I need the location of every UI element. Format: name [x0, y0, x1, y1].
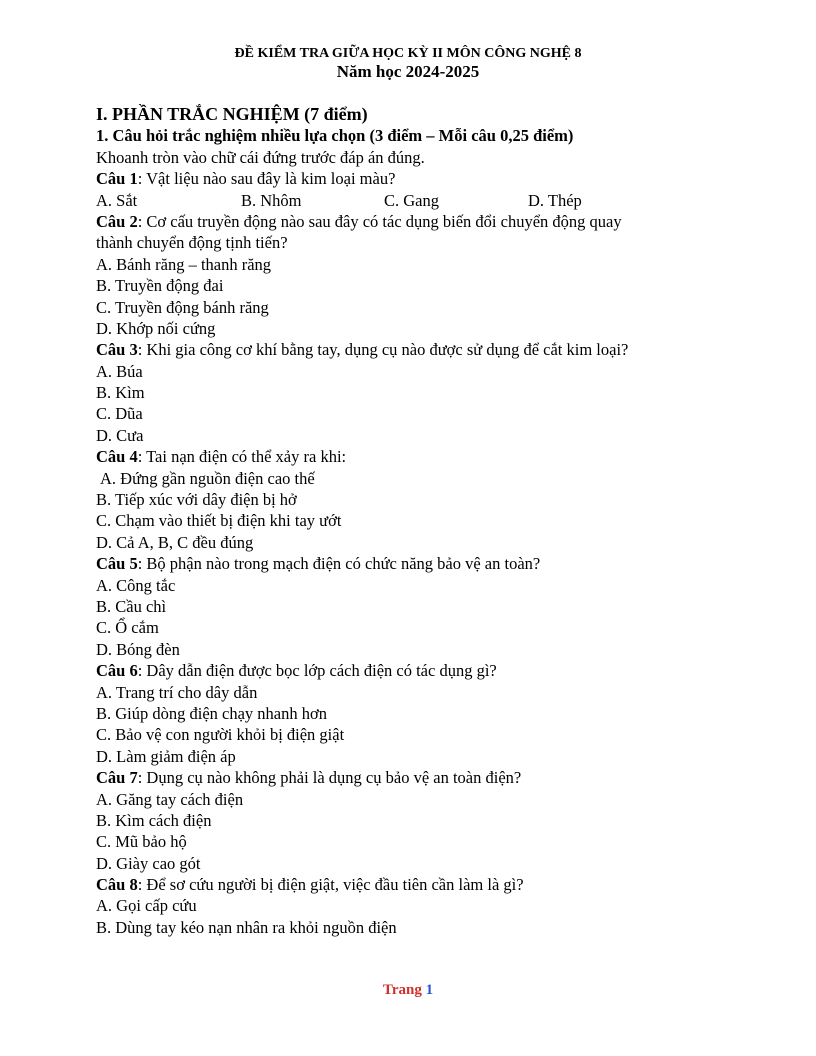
page-number: 1 [425, 982, 434, 998]
option-d: D. Giày cao gót [96, 853, 201, 873]
option-b: B. Nhôm [241, 190, 302, 210]
option-a: A. Công tắc [96, 575, 176, 595]
question-text: : Khi gia công cơ khí bằng tay, dụng cụ nào được sử dụng để cắt kim loại? [137, 340, 629, 360]
option-d: D. Cưa [96, 425, 144, 445]
option-d: D. Cả A, B, C đều đúng [96, 532, 254, 552]
question-label: Câu 8 [96, 875, 138, 895]
question-text-continued: thành chuyển động tịnh tiến? [96, 233, 288, 253]
option-d: D. Làm giảm điện áp [96, 746, 236, 766]
option-c: C. Gang [384, 190, 439, 210]
option-b: B. Tiếp xúc với dây điện bị hở [96, 490, 297, 510]
option-b: B. Kìm cách điện [96, 810, 212, 830]
question-6 [96, 660, 736, 681]
option-a: A. Búa [96, 361, 143, 381]
option-a: A. Đứng gần nguồn điện cao thế [100, 468, 315, 488]
question-2 [96, 211, 736, 232]
question-text: : Tai nạn điện có thể xảy ra khi: [137, 447, 347, 467]
question-text: : Dây dẫn điện được bọc lớp cách điện có tác dụng gì? [137, 661, 497, 681]
option-c: C. Bảo vệ con người khỏi bị điện giật [96, 725, 345, 745]
question-text: : Cơ cấu truyền động nào sau đây có tác dụng biến đổi chuyển động quay [137, 211, 622, 231]
option-a: A. Sắt [96, 190, 138, 210]
options-row [96, 190, 736, 211]
question-label: Câu 7 [96, 768, 138, 788]
option-c: C. Mũ bảo hộ [96, 832, 187, 852]
option-b: B. Truyền động đai [96, 276, 224, 296]
option-a: A. Trang trí cho dây dẫn [96, 682, 258, 702]
question-3 [96, 339, 736, 360]
option-b: B. Cầu chì [96, 596, 167, 616]
question-text: : Để sơ cứu người bị điện giật, việc đầu tiên cần làm là gì? [137, 875, 524, 895]
option-c: C. Chạm vào thiết bị điện khi tay ướt [96, 511, 342, 531]
question-label: Câu 3 [96, 340, 138, 360]
option-b: B. Giúp dòng điện chạy nhanh hơn [96, 703, 327, 723]
exam-title: ĐỀ KIỂM TRA GIỮA HỌC KỲ II MÔN CÔNG NGHỆ 8 [234, 46, 582, 61]
option-b: B. Kìm [96, 383, 145, 403]
question-text: : Vật liệu nào sau đây là kim loại màu? [137, 169, 396, 189]
option-d: D. Khớp nối cứng [96, 318, 216, 338]
question-label: Câu 2 [96, 211, 138, 231]
option-c: C. Truyền động bánh răng [96, 297, 269, 317]
question-text: : Bộ phận nào trong mạch điện có chức năng bảo vệ an toàn? [137, 554, 541, 574]
exam-content [96, 104, 736, 938]
question-text: : Dụng cụ nào không phải là dụng cụ bảo vệ an toàn điện? [137, 768, 522, 788]
question-4 [96, 446, 736, 467]
question-label: Câu 4 [96, 447, 138, 467]
question-label: Câu 5 [96, 554, 138, 574]
question-8 [96, 874, 736, 895]
option-a: A. Bánh răng – thanh răng [96, 254, 272, 274]
option-b: B. Dùng tay kéo nạn nhân ra khỏi nguồn điện [96, 917, 397, 937]
section-title: I. PHẦN TRẮC NGHIỆM (7 điểm) [96, 104, 368, 124]
option-d: D. Bóng đèn [96, 639, 180, 659]
question-5 [96, 553, 736, 574]
option-a: A. Găng tay cách điện [96, 789, 244, 809]
question-1 [96, 168, 736, 189]
option-c: C. Ổ cắm [96, 618, 159, 638]
option-a: A. Gọi cấp cứu [96, 896, 197, 916]
option-d: D. Thép [528, 190, 582, 210]
option-c: C. Dũa [96, 404, 143, 424]
question-label: Câu 6 [96, 661, 138, 681]
question-label: Câu 1 [96, 169, 138, 189]
subsection-title: 1. Câu hỏi trắc nghiệm nhiều lựa chọn (3 điểm – Mỗi câu 0,25 điểm) [96, 126, 574, 146]
instruction: Khoanh tròn vào chữ cái đứng trước đáp án đúng. [96, 147, 425, 167]
school-year: Năm học 2024-2025 [336, 62, 480, 81]
page-footer [0, 982, 816, 999]
page-label: Trang [382, 982, 426, 998]
question-7 [96, 767, 736, 788]
